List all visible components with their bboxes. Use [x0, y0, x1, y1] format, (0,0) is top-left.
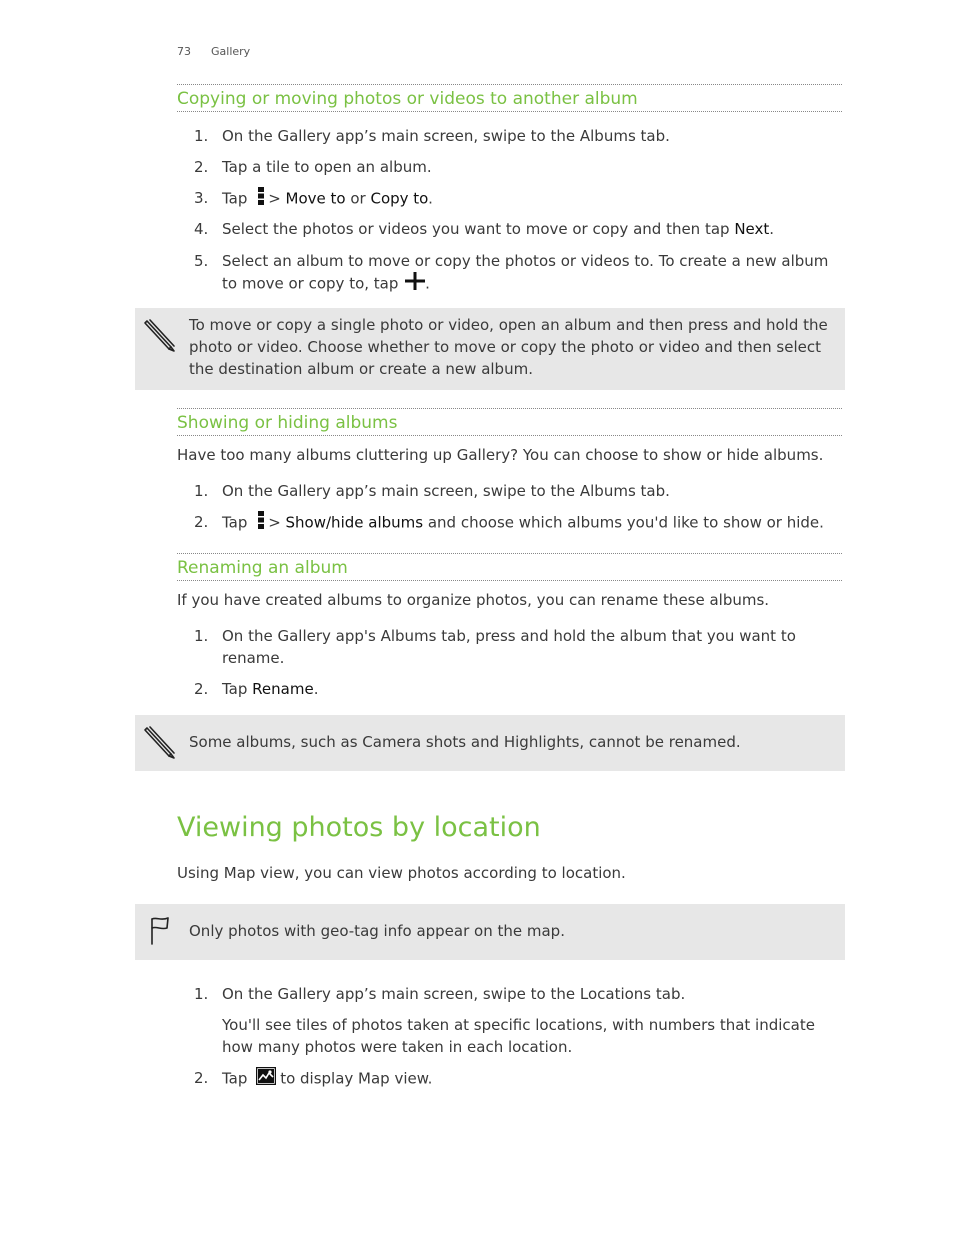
- more-vertical-icon: [258, 187, 264, 211]
- pencil-icon: [143, 724, 177, 764]
- section-heading-show-hide: Showing or hiding albums: [177, 408, 842, 436]
- ui-term: Rename: [252, 680, 314, 698]
- step-text-part: Tap: [222, 189, 248, 208]
- tip-note: [135, 715, 845, 771]
- note-text: Only photos with geo-tag info appear on the map.: [189, 922, 565, 940]
- step-text-part: and choose which albums you'd like to show or hide.: [423, 513, 824, 532]
- step-number: 1.: [194, 482, 209, 500]
- step-text-part: .: [769, 220, 775, 238]
- page-header: [177, 45, 250, 58]
- step-text: On the Gallery app’s main screen, swipe to the Albums tab.: [222, 127, 670, 145]
- list-item: [194, 187, 849, 211]
- paragraph: Have too many albums cluttering up Gallery? You can choose to show or hide albums.: [177, 446, 824, 464]
- chapter-title: Gallery: [211, 45, 251, 58]
- step-text-part: Tap: [222, 680, 253, 698]
- step-text-part: Tap: [222, 513, 248, 532]
- flag-icon: [149, 916, 171, 950]
- step-text: [222, 218, 847, 240]
- tip-note: [135, 308, 845, 390]
- list-item: [194, 625, 849, 669]
- step-number: 2.: [194, 513, 209, 531]
- step-text-part: to display Map view.: [280, 1069, 433, 1088]
- step-text-part: or: [345, 189, 371, 208]
- more-vertical-icon: [258, 511, 264, 535]
- list-item: [194, 156, 849, 178]
- paragraph: If you have created albums to organize photos, you can rename these albums.: [177, 591, 770, 609]
- list-item: [194, 678, 849, 700]
- step-text: On the Gallery app’s main screen, swipe to the Albums tab.: [222, 482, 670, 500]
- step-number: 2.: [194, 1069, 209, 1087]
- ui-term: Copy to: [370, 189, 429, 208]
- ui-term: Next: [734, 220, 770, 238]
- step-text: On the Gallery app’s main screen, swipe to the Locations tab.: [222, 985, 686, 1003]
- list-item: [194, 511, 849, 535]
- list-item: [194, 1067, 849, 1091]
- step-number: 3.: [194, 189, 209, 207]
- note-text: To move or copy a single photo or video, open an album and then press and hold the photo or video. Choose whether to move or copy the photo or video and then select the destination album or create a new album.: [189, 316, 828, 378]
- pencil-icon: [143, 317, 177, 357]
- step-text: [222, 678, 847, 700]
- list-item: [194, 983, 849, 1005]
- plus-icon: [405, 272, 425, 296]
- chapter-heading-location: Viewing photos by location: [177, 812, 541, 843]
- step-text-part: .: [428, 189, 433, 208]
- step-number: 1.: [194, 127, 209, 145]
- step-text-part: Tap: [222, 1069, 248, 1088]
- paragraph: Using Map view, you can view photos according to location.: [177, 864, 626, 882]
- list-item: [194, 480, 849, 502]
- section-heading-copy-move: Copying or moving photos or videos to another album: [177, 84, 842, 112]
- step-text-part: Select the photos or videos you want to move or copy and then tap: [222, 220, 735, 238]
- map-icon: [256, 1067, 276, 1091]
- step-text-part: Select an album to move or copy the photos or videos to. To create a new album to move or copy to, tap: [222, 252, 829, 293]
- step-text: [222, 250, 847, 296]
- info-note: [135, 904, 845, 960]
- step-text-part: >: [268, 513, 286, 532]
- ui-term: Move to: [285, 189, 346, 208]
- step-text: On the Gallery app's Albums tab, press and hold the album that you want to rename.: [222, 627, 796, 667]
- step-number: 1.: [194, 985, 209, 1003]
- step-number: 2.: [194, 680, 209, 698]
- list-item: [194, 250, 849, 296]
- step-text-part: .: [425, 274, 430, 293]
- step-text-part: .: [313, 680, 319, 698]
- list-item: [194, 218, 849, 240]
- step-subtext: You'll see tiles of photos taken at specific locations, with numbers that indicate how many photos were taken in each location.: [222, 1016, 815, 1056]
- step-text: [222, 511, 847, 535]
- list-item: [194, 125, 849, 147]
- step-text-part: >: [268, 189, 286, 208]
- note-text: Some albums, such as Camera shots and Highlights, cannot be renamed.: [189, 733, 741, 751]
- step-text: [222, 1067, 847, 1091]
- page-number: 73: [177, 45, 191, 58]
- step-number: 4.: [194, 220, 209, 238]
- step-number: 5.: [194, 252, 209, 270]
- step-number: 1.: [194, 627, 209, 645]
- step-text: Tap a tile to open an album.: [222, 158, 432, 176]
- ui-term: Show/hide albums: [285, 513, 424, 532]
- step-text: [222, 187, 847, 211]
- step-number: 2.: [194, 158, 209, 176]
- section-heading-rename: Renaming an album: [177, 553, 842, 581]
